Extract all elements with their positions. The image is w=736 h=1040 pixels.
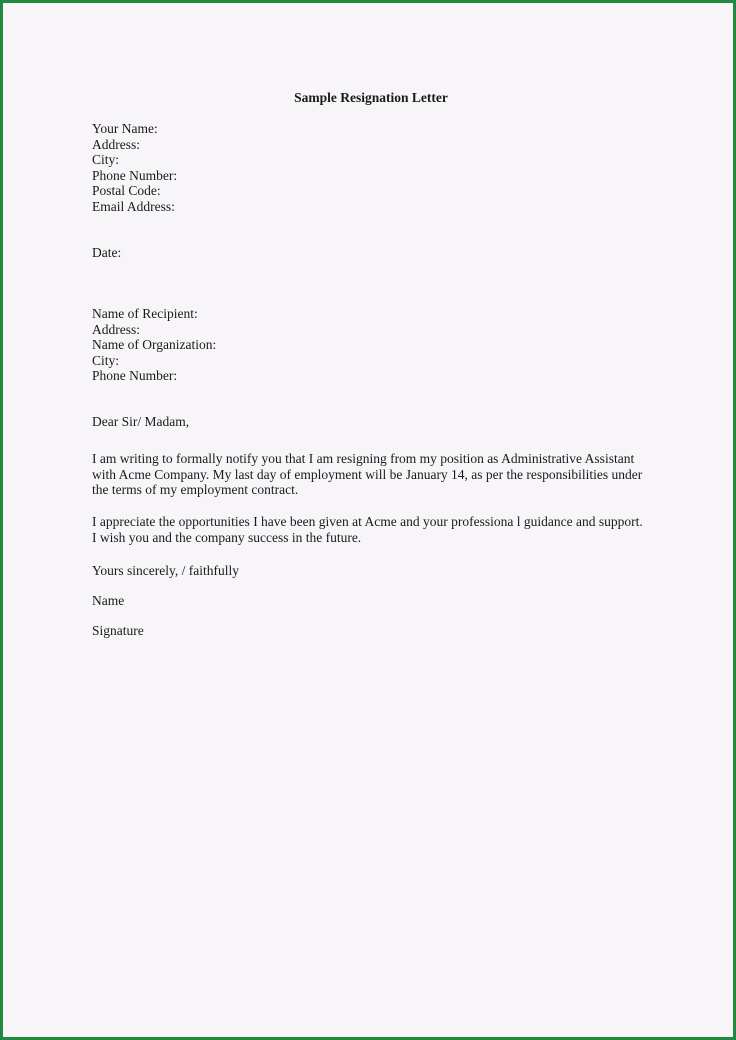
sender-postal-label: Postal Code: xyxy=(92,183,161,199)
recipient-name-label: Name of Recipient: xyxy=(92,306,198,321)
closing: Yours sincerely, / faithfully xyxy=(92,563,239,578)
sender-address-label: Address: xyxy=(92,136,140,152)
signature-line: Signature xyxy=(92,623,144,638)
sender-phone-label: Phone Number: xyxy=(92,167,178,183)
paragraph-2-line-1: I appreciate the opportunities I have been given at Acme and your professiona l guidance and support. xyxy=(92,514,643,529)
recipient-address-label: Address: xyxy=(92,321,140,337)
body-paragraph-2 xyxy=(92,514,672,545)
body-paragraph-1 xyxy=(92,451,672,498)
recipient-organization-label: Name of Organization: xyxy=(92,337,217,353)
paragraph-1-line-1: I am writing to formally notify you that I am resigning from my position as Administrative Assistant xyxy=(92,451,635,466)
name-line: Name xyxy=(92,593,125,608)
paragraph-1-line-2: with Acme Company. My last day of employment will be January 14, as per the responsibilities under xyxy=(92,466,643,482)
paragraph-1-line-3: the terms of my employment contract. xyxy=(92,482,299,498)
sender-email-label: Email Address: xyxy=(92,198,175,214)
recipient-phone-label: Phone Number: xyxy=(92,368,178,384)
salutation-block xyxy=(92,414,672,430)
name-block xyxy=(92,593,672,609)
letter-title: Sample Resignation Letter xyxy=(294,90,448,105)
sender-name-label: Your Name: xyxy=(92,121,158,136)
signature-block xyxy=(92,623,672,639)
sender-block xyxy=(92,121,672,215)
paragraph-2-line-2: I wish you and the company success in the future. xyxy=(92,529,362,545)
date-block xyxy=(92,245,672,261)
recipient-block xyxy=(92,306,672,384)
sender-city-label: City: xyxy=(92,152,120,168)
salutation: Dear Sir/ Madam, xyxy=(92,414,190,429)
closing-block xyxy=(92,563,672,579)
date-label: Date: xyxy=(92,245,122,260)
recipient-city-label: City: xyxy=(92,352,120,368)
